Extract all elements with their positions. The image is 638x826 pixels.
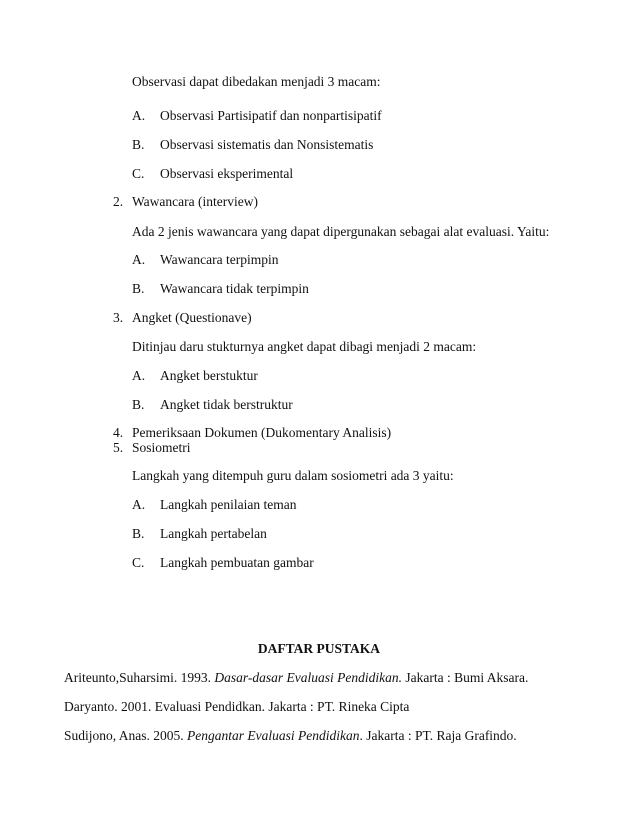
pemeriksaan-number: 4. <box>113 425 124 440</box>
bibliography-entry-publisher: . Jakarta : PT. Raja Grafindo. <box>359 728 517 743</box>
wawancara-item-a-letter: A. <box>132 252 146 267</box>
observasi-item-b-letter: B. <box>132 137 145 152</box>
sosiometri-item-b-letter: B. <box>132 526 145 541</box>
sosiometri-item-c-letter: C. <box>132 555 145 570</box>
observasi-intro: Observasi dapat dibedakan menjadi 3 macam: <box>132 74 381 89</box>
angket-number: 3. <box>113 310 124 325</box>
bibliography-entry-title: Pengantar Evaluasi Pendidikan <box>187 728 360 743</box>
observasi-item-c: Observasi eksperimental <box>160 166 294 181</box>
wawancara-intro: Ada 2 jenis wawancara yang dapat dipergunakan sebagai alat evaluasi. Yaitu: <box>132 224 550 239</box>
wawancara-item-b-letter: B. <box>132 281 145 296</box>
bibliography-entry-publisher: Jakarta : Bumi Aksara. <box>401 670 529 685</box>
sosiometri-item-c: Langkah pembuatan gambar <box>160 555 314 570</box>
bibliography-entry <box>64 670 528 686</box>
bibliography-entry-text: Daryanto. 2001. Evaluasi Pendidkan. Jakarta : PT. Rineka Cipta <box>64 699 410 714</box>
angket-item-b: Angket tidak berstruktur <box>160 397 293 412</box>
observasi-item-a-letter: A. <box>132 108 146 123</box>
angket-item-a-letter: A. <box>132 368 146 383</box>
pemeriksaan-heading: Pemeriksaan Dokumen (Dukomentary Analisis) <box>132 425 392 440</box>
angket-intro: Ditinjau daru stukturnya angket dapat dibagi menjadi 2 macam: <box>132 339 477 354</box>
wawancara-heading: Wawancara (interview) <box>132 194 258 209</box>
wawancara-item-b: Wawancara tidak terpimpin <box>160 281 309 296</box>
sosiometri-heading: Sosiometri <box>132 440 191 455</box>
bibliography-entry <box>64 728 517 744</box>
observasi-item-c-letter: C. <box>132 166 145 181</box>
sosiometri-item-a-letter: A. <box>132 497 146 512</box>
angket-item-a: Angket berstuktur <box>160 368 258 383</box>
bibliography-entry-title: Dasar-dasar Evaluasi Pendidikan. <box>214 670 402 685</box>
sosiometri-number: 5. <box>113 440 124 455</box>
bibliography-title: DAFTAR PUSTAKA <box>257 641 381 656</box>
wawancara-item-a: Wawancara terpimpin <box>160 252 279 267</box>
bibliography-entry <box>64 699 409 715</box>
sosiometri-intro: Langkah yang ditempuh guru dalam sosiometri ada 3 yaitu: <box>132 468 454 483</box>
observasi-item-b: Observasi sistematis dan Nonsistematis <box>160 137 374 152</box>
observasi-item-a: Observasi Partisipatif dan nonpartisipatif <box>160 108 382 123</box>
sosiometri-item-b: Langkah pertabelan <box>160 526 267 541</box>
angket-heading: Angket (Questionave) <box>132 310 252 325</box>
bibliography-entry-text: Sudijono, Anas. 2005. <box>64 728 188 743</box>
wawancara-number: 2. <box>113 194 124 209</box>
angket-item-b-letter: B. <box>132 397 145 412</box>
bibliography-entry-text: Ariteunto,Suharsimi. 1993. <box>64 670 215 685</box>
sosiometri-item-a: Langkah penilaian teman <box>160 497 297 512</box>
